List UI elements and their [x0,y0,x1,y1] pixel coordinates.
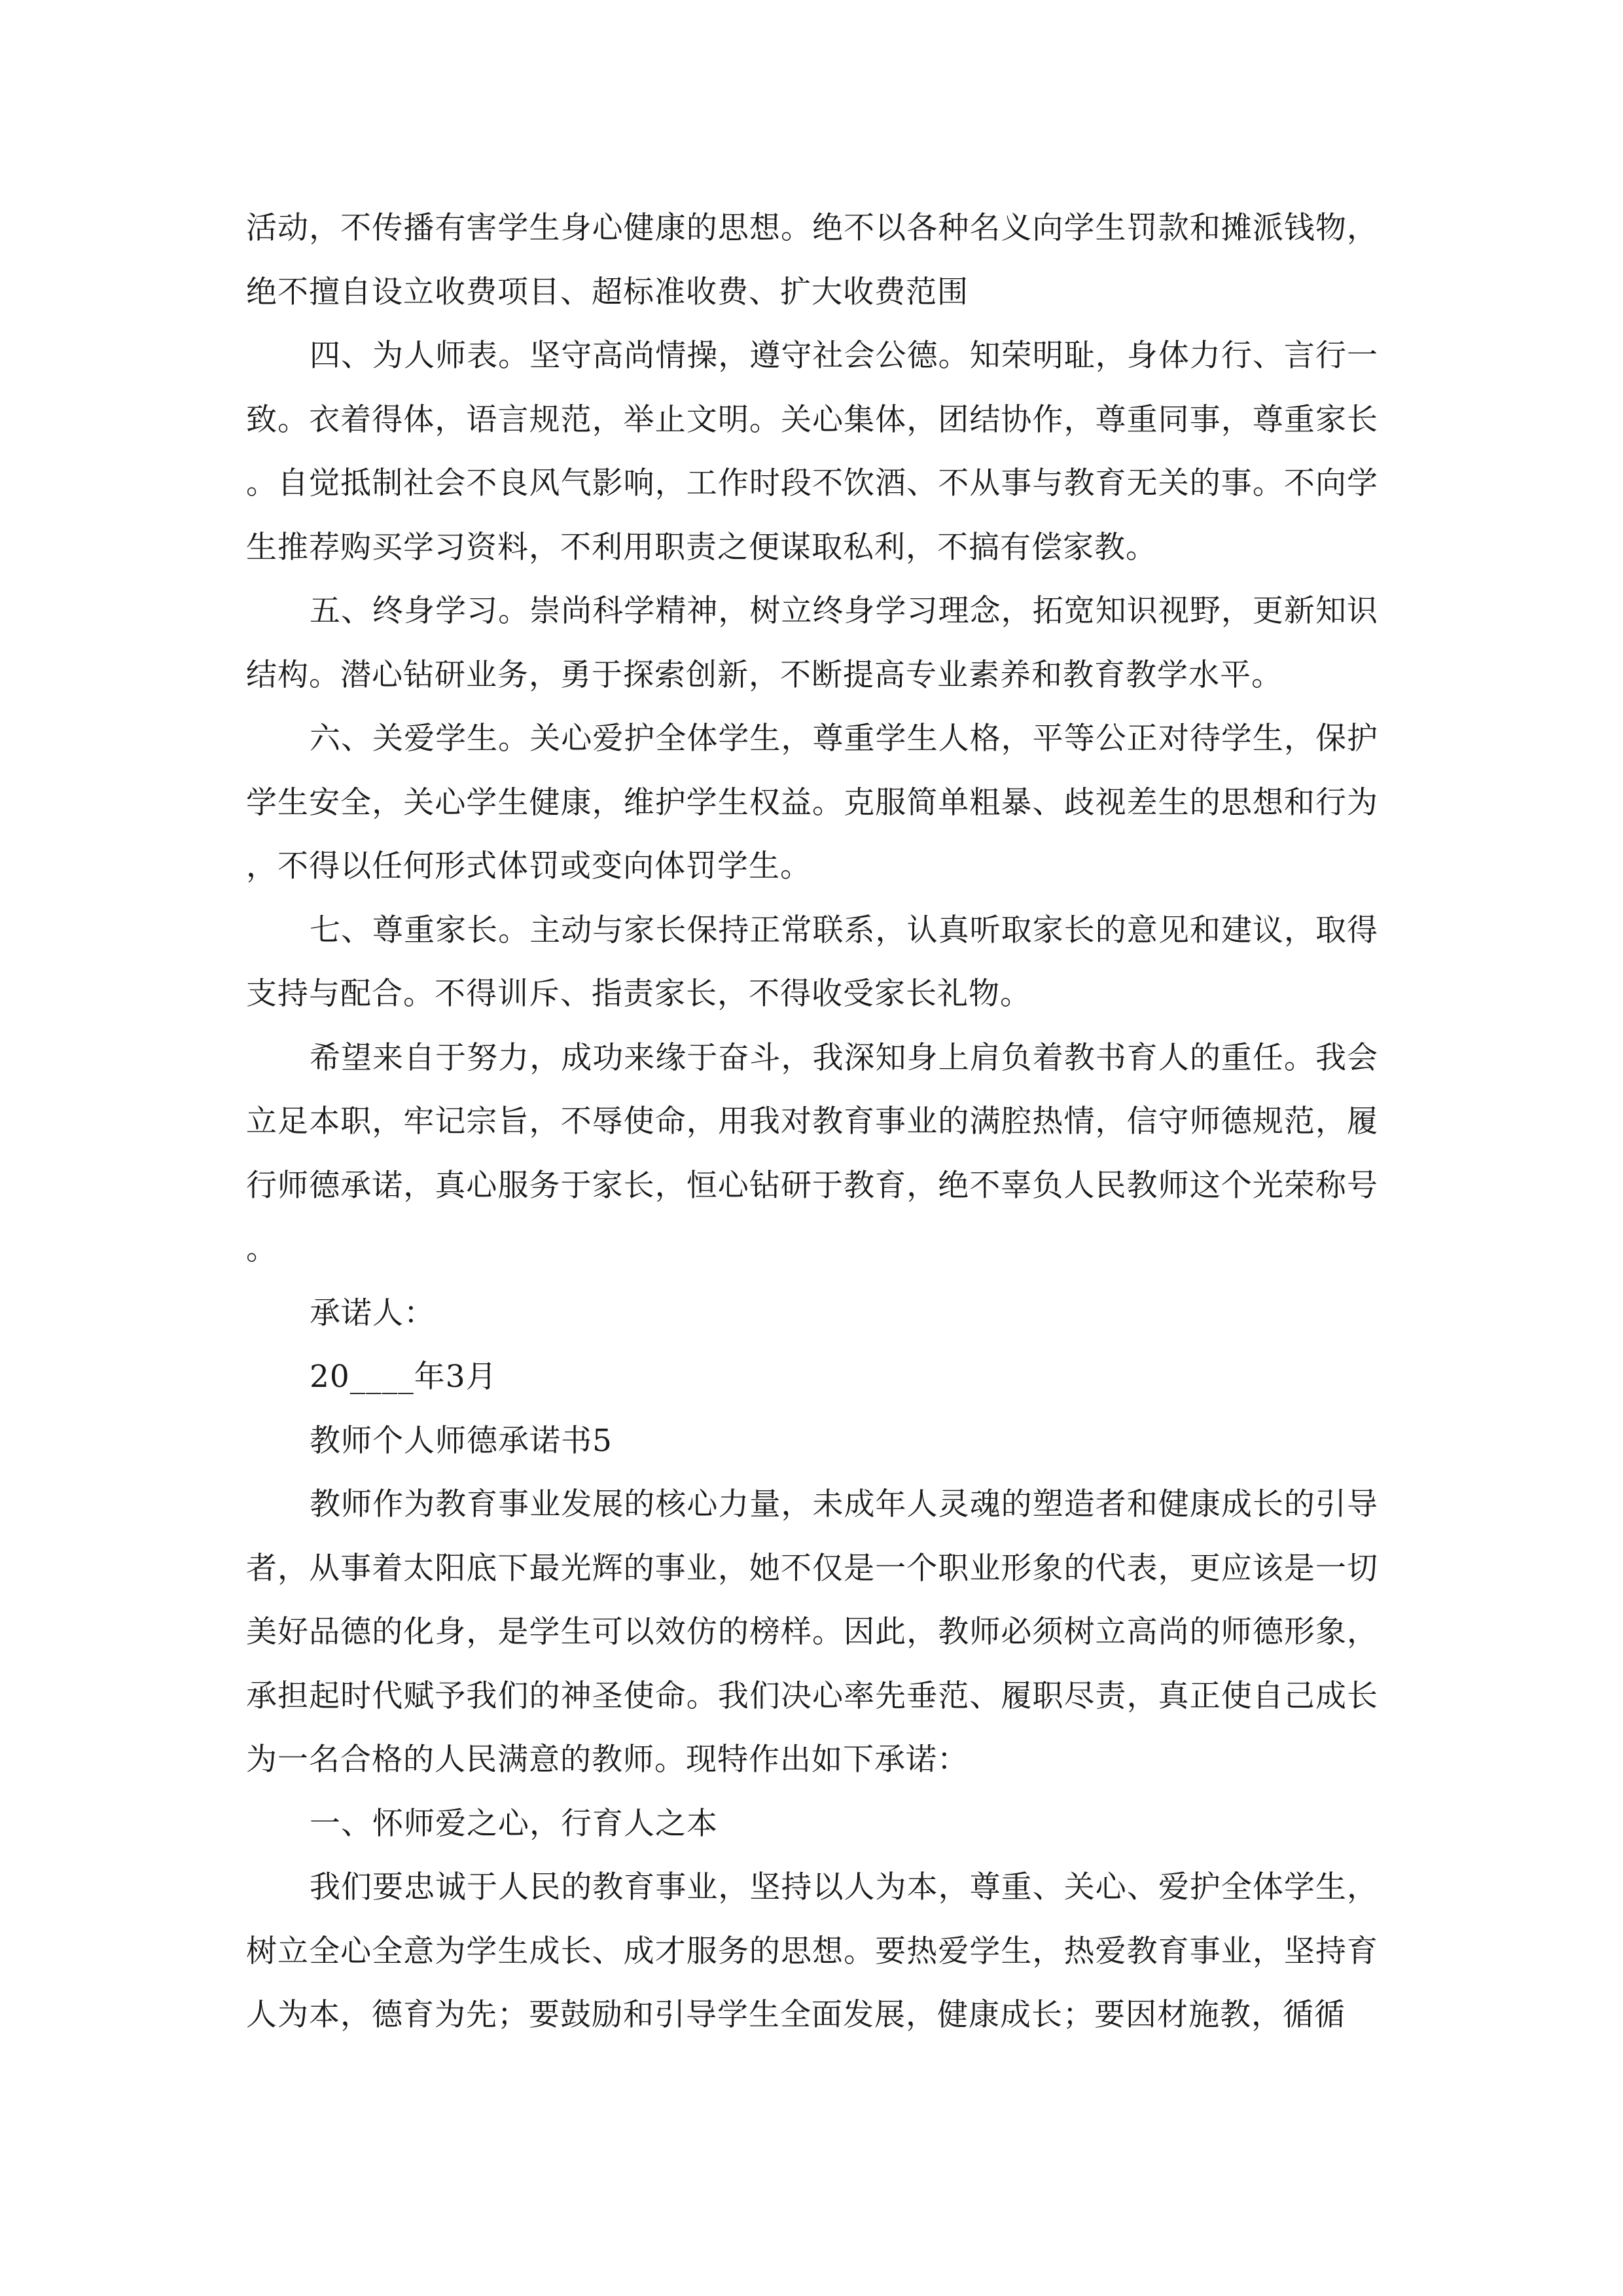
paragraph-item-4: 四、为人师表。坚守高尚情操，遵守社会公德。知荣明耻，身体力行、言行一致。衣着得体，语言规范，举止文明。关心集体，团结协作，尊重同事，尊重家长。自觉抵制社会不良风气影响，工作时段不饮酒、不从事与教育无关的事。不向学生推荐购买学习资料，不利用职责之便谋取私利，不搞有偿家教。 [246,338,1378,565]
paragraph-body: 我们要忠诚于人民的教育事业，坚持以人为本，尊重、关心、爱护全体学生，树立全心全意为学生成长、成才服务的思想。要热爱学生，热爱教育事业，坚持育人为本，德育为先；要鼓励和引导学生全面发展，健康成长；要因材施教，循循 [246,1869,1378,2033]
subheading-1: 一、怀师爱之心，行育人之本 [310,1805,718,1842]
paragraph-item-5: 五、终身学习。崇尚科学精神，树立终身学习理念，拓宽知识视野，更新知识结构。潜心钻研业务，勇于探索创新，不断提高专业素养和教育教学水平。 [246,593,1378,693]
paragraph-item-6: 六、关爱学生。关心爱护全体学生，尊重学生人格，平等公正对待学生，保护学生安全，关心学生健康，维护学生权益。克服简单粗暴、歧视差生的思想和行为，不得以任何形式体罚或变向体罚学生。 [246,721,1378,884]
paragraph-intro: 教师作为教育事业发展的核心力量，未成年人灵魂的塑造者和健康成长的引导者，从事着太阳底下最光辉的事业，她不仅是一个职业形象的代表，更应该是一切美好品德的化身，是学生可以效仿的榜样。因此，教师必须树立高尚的师德形象，承担起时代赋予我们的神圣使命。我们决心率先垂范、履职尽责，真正使自己成长为一名合格的人民满意的教师。现特作出如下承诺： [246,1486,1378,1778]
paragraph-item-7: 七、尊重家长。主动与家长保持正常联系，认真听取家长的意见和建议，取得支持与配合。不得训斥、指责家长，不得收受家长礼物。 [246,912,1378,1012]
signatory-label: 承诺人： [310,1295,435,1331]
paragraph-closing: 希望来自于努力，成功来缘于奋斗，我深知身上肩负着教书育人的重任。我会立足本职，牢记宗旨，不辱使命，用我对教育事业的满腔热情，信守师德规范，履行师德承诺，真心服务于家长，恒心钻研于教育，绝不辜负人民教师这个光荣称号。 [246,1039,1378,1267]
document-page [246,196,1378,2047]
paragraph-continuation: 活动，不传播有害学生身心健康的思想。绝不以各种名义向学生罚款和摊派钱物，绝不擅自设立收费项目、超标准收费、扩大收费范围 [246,210,1378,310]
date-line: 20____年3月 [310,1359,497,1395]
section-title: 教师个人师德承诺书5 [310,1422,613,1459]
